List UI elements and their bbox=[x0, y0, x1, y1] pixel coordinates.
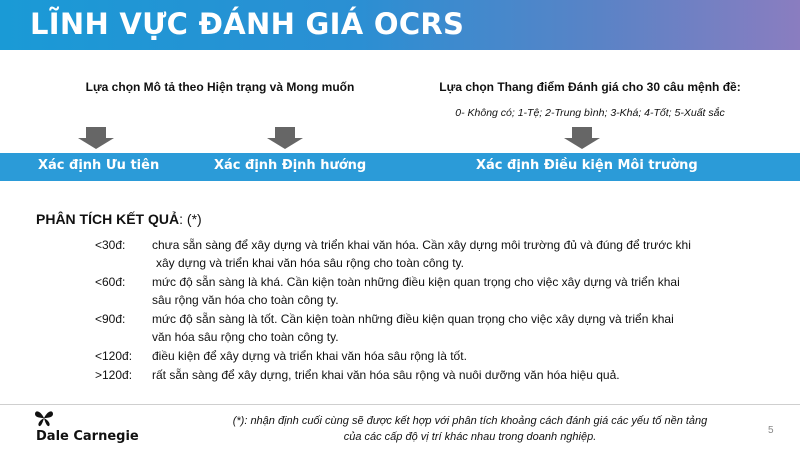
result-description bbox=[152, 347, 752, 365]
footnote-line: của các cấp độ vị trí khác nhau trong doanh nghiệp. bbox=[343, 431, 597, 443]
logo-text: Dale Carnegie bbox=[36, 429, 139, 444]
footer-divider bbox=[0, 404, 800, 405]
result-line: điều kiện để xây dựng và triển khai văn hóa sâu rộng là tốt. bbox=[152, 349, 467, 363]
footnote-line: (*): nhận định cuối cùng sẽ được kết hợp với phân tích khoảng cách đánh giá các yếu tố nền tảng bbox=[232, 415, 708, 427]
left-heading: Lựa chọn Mô tả theo Hiện trạng và Mong muốn bbox=[85, 80, 355, 94]
result-description bbox=[152, 236, 752, 272]
right-heading: Lựa chọn Thang điểm Đánh giá cho 30 câu mệnh đề: bbox=[439, 80, 741, 94]
result-threshold: <120đ: bbox=[95, 349, 133, 363]
title-bar bbox=[0, 0, 800, 50]
result-line: sâu rộng văn hóa cho toàn công ty. bbox=[152, 293, 339, 307]
dale-carnegie-logo bbox=[30, 409, 170, 445]
page-number: 5 bbox=[768, 425, 774, 436]
result-line: chưa sẵn sàng để xây dựng và triển khai văn hóa. Cần xây dựng môi trường đủ và đúng để trước khi bbox=[152, 238, 691, 252]
result-threshold: <60đ: bbox=[95, 275, 126, 289]
result-threshold: <90đ: bbox=[95, 312, 126, 326]
result-threshold: >120đ: bbox=[95, 368, 133, 382]
analysis-heading-suffix: : (*) bbox=[179, 211, 202, 227]
down-arrow-icon bbox=[267, 127, 303, 149]
band-label-direction: Xác định Định hướng bbox=[214, 158, 367, 173]
result-line: mức độ sẵn sàng là khá. Cần kiện toàn những điều kiện quan trọng cho việc xây dựng và triển khai bbox=[152, 275, 680, 289]
analysis-heading bbox=[36, 211, 202, 227]
result-threshold: <30đ: bbox=[95, 238, 126, 252]
result-line: văn hóa sâu rộng cho toàn công ty. bbox=[152, 330, 339, 344]
result-line: mức độ sẵn sàng là tốt. Cần kiện toàn những điều kiện quan trọng cho việc xây dựng và triển khai bbox=[152, 312, 674, 326]
rating-scale: 0- Không có; 1-Tệ; 2-Trung bình; 3-Khá; 4-Tốt; 5-Xuất sắc bbox=[455, 107, 725, 119]
analysis-heading-text: PHÂN TÍCH KẾT QUẢ bbox=[36, 211, 180, 227]
down-arrow-icon bbox=[564, 127, 600, 149]
footnote bbox=[190, 413, 750, 445]
result-line: xây dựng và triển khai văn hóa sâu rộng cho toàn công ty. bbox=[156, 256, 465, 270]
down-arrow-icon bbox=[78, 127, 114, 149]
band-label-priority: Xác định Ưu tiên bbox=[38, 158, 160, 173]
result-description bbox=[152, 366, 752, 384]
band-label-environment: Xác định Điều kiện Môi trường bbox=[476, 158, 698, 173]
result-line: rất sẵn sàng để xây dựng, triển khai văn hóa sâu rộng và nuôi dưỡng văn hóa hiệu quả. bbox=[152, 368, 620, 382]
butterfly-icon bbox=[34, 409, 54, 427]
slide-title: LĨNH VỰC ĐÁNH GIÁ OCRS bbox=[30, 7, 465, 41]
result-description bbox=[152, 310, 752, 346]
result-description bbox=[152, 273, 752, 309]
